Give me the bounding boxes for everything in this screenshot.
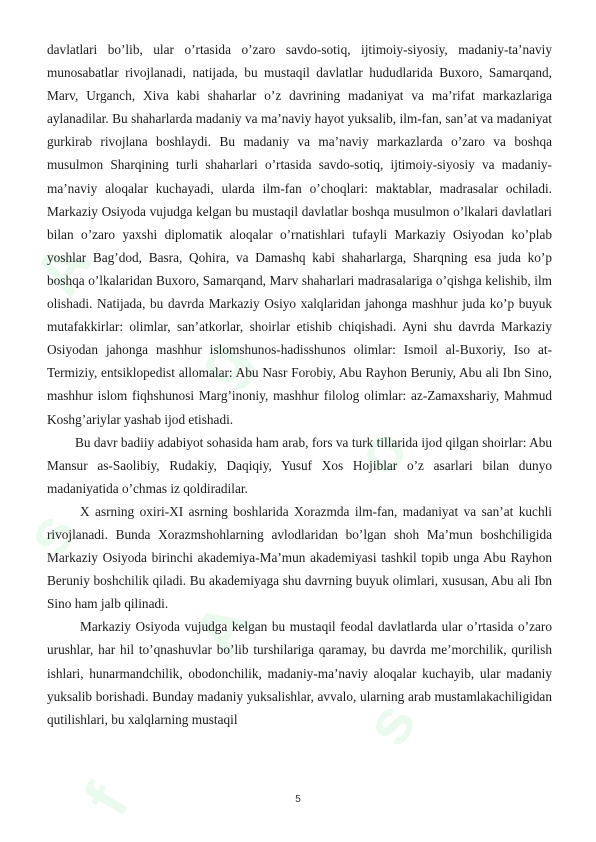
watermark-glyph: g [179,327,262,397]
watermark-glyph: o [339,417,422,487]
watermark-glyph: s [349,690,430,757]
page-number: 5 [295,794,301,805]
watermark-glyph: A [179,590,266,667]
paragraph: davlatlari bo’lib, ular o’rtasida o’zaro savdo-sotiq, ijtimoiy-siyosiy, madaniy-ta’naviy munosabatlar rivojlanadi, natijada, bu mustaqil davlatlar hududlarida Buxoro, Samarqand, Marv, Urganch, Xiva kabi shaharlar o’z davrining madaniyat va ma’rifat markazlariga aylanadilar. Bu shaharlarda madaniy va ma’naviy hayot yuksalib, ilm-fan, san’at va madaniyat gurkirab rivojlana boshlaydi. Bu madaniy va ma’naviy markazlarda o’zaro va boshqa musulmon Sharqining turli shaharlari o’rtasida savdo-sotiq, ijtimoiy-siyosiy va madaniy-ma’naviy aloqalar kuchayadi, ularda ilm-fan o’choqlari: maktablar, madrasalar ochiladi. Markaziy Osiyoda vujudga kelgan bu mustaqil davlatlar boshqa musulmon o’lkalari davlatlari bilan o’zaro yaxshi diplomatik aloqalar o’rnatishlari tufayli Markaziy Osiyodan ko’plab yoshlar Bag’dod, Basra, Qohira, va Damashq kabi shaharlarga, Sharqning esa juda ko’p boshqa o’lkalaridan Buxoro, Samarqand, Marv shaharlari madrasalariga o’qishga kelishib, ilm olishadi. Natijada, bu davrda Markaziy Osiyo xalqlaridan jahonga mashhur juda ko’p buyuk mutafakkirlar: olimlar, san’atkorlar, shoirlar etishib chiqishadi. Ayni shu davrda Markaziy Osiyodan jahonga mashhur islomshunos-hadisshunos olimlar: Ismoil al-Buxoriy, Iso at-Termiziy, entsiklopedist allomalar: Abu Nasr Forobiy, Abu Rayhon Beruniy, Abu ali Ibn Sino, mashhur islom fiqhshunosi Marg’inoniy, mashhur filolog olimlar: az-Zamaxshariy, Mahmud Koshg’ariylar yashab ijod etishadi. [47,42,552,427]
body-text [47,38,552,731]
watermark-glyph: s [9,500,90,567]
paragraph: Markaziy Osiyoda vujudga kelgan bu mustaqil feodal davlatlarda ular o’rtasida o’zaro urushlar, har hil to’qnashuvlar bo’lib turshilariga qaramay, bu davrda me’morchilik, qurilish ishlari, hunarmandchilik, obodonchilik, madaniy-ma’naviy aloqalar kuchayib, ular madaniy yuksalib borishadi. Bunday madaniy yuksalishlar, avvalo, ularning arab mustamlakachiligidan qutilishlari, bu xalqlarning mustaqil [47,619,552,727]
paragraph: Bu davr badiiy adabiyot sohasida ham arab, fors va turk tillarida ijod qilgan shoirlar: Abu Mansur as-Saolibiy, Rudakiy, Daqiqiy, Yusuf Xos Hojiblar o’z asarlari bilan dunyo madaniyatida o’chmas iz qoldiradilar. [47,434,552,496]
paragraph: X asrning oxiri-XI asrning boshlarida Xorazmda ilm-fan, madaniyat va san’at kuchli rivojlanadi. Bunda Xorazmshohlarning avlodlaridan bo’lgan shoh Ma’mun boshchiligida Markaziy Osiyoda birinchi akademiya-Ma’mun akademiyasi tashkil topib unga Abu Rayhon Beruniy boshchilik qiladi. Bu akademiyaga shu davrning buyuk olimlari, xususan, Abu ali Ibn Sino ham jalb qilinadi. [47,503,552,612]
watermark-glyph: A [19,230,106,307]
watermark-glyph: f [69,772,143,827]
